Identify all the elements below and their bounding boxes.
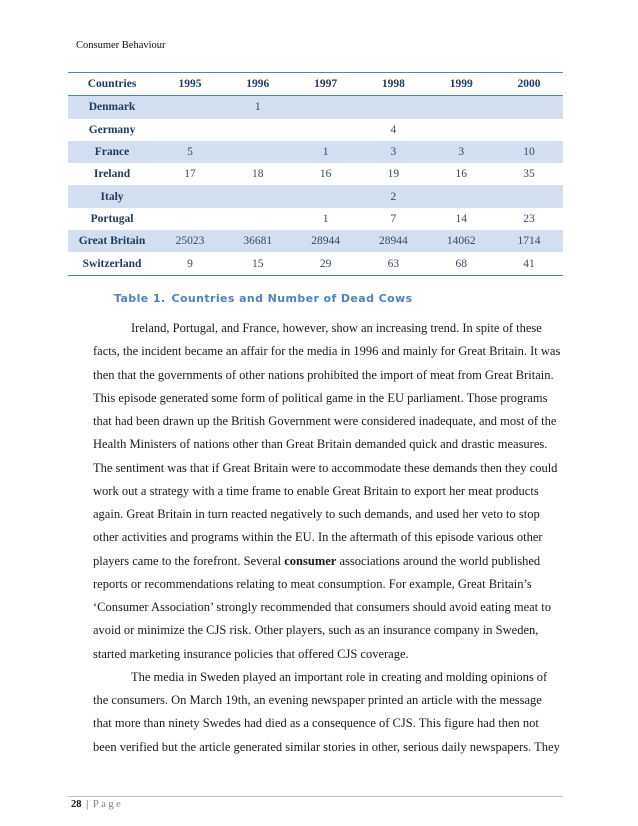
column-header: 1997 xyxy=(314,78,338,91)
table-row xyxy=(68,163,563,185)
value-cell xyxy=(495,185,563,207)
value-cell: 4 xyxy=(390,123,397,136)
text-segment: Health Ministers of nations other than Great Britain demanded quick and drastic measures. xyxy=(93,437,548,452)
text-line xyxy=(93,317,573,340)
text-segment: reports or recommendations relating to meat consumption. For example, Great Britain’s xyxy=(93,576,532,591)
text-segment: that more than ninety Swedes had died as a consequence of CJS. This figure had then not xyxy=(93,716,539,731)
value-cell xyxy=(292,119,360,141)
country-cell: Ireland xyxy=(93,168,131,181)
text-line xyxy=(93,550,573,573)
value-cell: 16 xyxy=(319,168,332,181)
text-segment: Ireland, Portugal, and France, however, show an increasing trend. In spite of these xyxy=(131,321,542,335)
text-segment: ‘Consumer Association’ strongly recommended that consumers should avoid eating meat to xyxy=(93,600,552,614)
country-cell: France xyxy=(94,146,130,159)
table-header-row xyxy=(68,73,563,96)
value-cell: 35 xyxy=(523,168,535,181)
text-line xyxy=(93,387,573,410)
value-cell: 1 xyxy=(322,212,329,225)
value-cell: 25023 xyxy=(175,235,205,248)
text-segment: The sentiment was that if Great Britain were to accommodate these demands then they could xyxy=(93,460,558,475)
value-cell xyxy=(427,185,495,207)
table-row xyxy=(68,230,563,252)
column-header: 1999 xyxy=(449,78,473,91)
value-cell: 63 xyxy=(387,257,400,270)
table-row xyxy=(68,185,563,207)
text-segment: that had been drawn up the British Government were considered inadequate, and most of the xyxy=(93,414,557,428)
value-cell xyxy=(427,119,495,141)
value-cell: 29 xyxy=(319,257,332,270)
text-line xyxy=(93,736,573,759)
value-cell xyxy=(495,96,563,119)
value-cell: 14 xyxy=(455,212,467,225)
value-cell: 14062 xyxy=(446,235,476,248)
table-caption xyxy=(114,292,413,305)
value-cell: 15 xyxy=(252,257,264,270)
footer-divider xyxy=(68,796,563,797)
text-line xyxy=(93,573,573,596)
text-segment: This episode generated some form of political game in the EU parliament. Those programs xyxy=(93,390,548,405)
page-footer xyxy=(71,799,123,810)
value-cell: 5 xyxy=(187,146,193,159)
value-cell xyxy=(224,208,292,230)
text-line xyxy=(93,480,573,503)
caption-text: Countries and Number of Dead Cows xyxy=(171,292,413,305)
bold-keyword: consumer xyxy=(284,553,337,568)
footer-separator: | xyxy=(86,799,89,810)
value-cell xyxy=(224,141,292,163)
text-line xyxy=(93,643,573,666)
text-line xyxy=(93,364,573,387)
page-label: Page xyxy=(92,799,124,810)
value-cell: 7 xyxy=(390,212,397,225)
text-segment: players came to the forefront. Several xyxy=(93,553,285,568)
country-cell: Germany xyxy=(88,123,136,136)
country-cell: Italy xyxy=(100,190,124,203)
page-number: 28 xyxy=(71,799,82,810)
text-segment: work out a strategy with a time frame to enable Great Britain to export her meat products xyxy=(93,483,539,498)
column-header: 2000 xyxy=(517,78,541,91)
value-cell: 16 xyxy=(455,168,467,181)
country-cell: Portugal xyxy=(90,212,134,225)
table-row xyxy=(68,208,563,230)
column-header: Countries xyxy=(87,78,137,91)
text-line xyxy=(93,503,573,526)
text-line xyxy=(93,526,573,549)
value-cell: 1 xyxy=(322,146,329,159)
column-header: 1996 xyxy=(246,78,270,91)
text-line xyxy=(93,433,573,456)
value-cell: 41 xyxy=(523,257,535,270)
body-text xyxy=(93,317,573,759)
value-cell: 19 xyxy=(387,168,400,181)
table-row xyxy=(68,141,563,163)
column-header: 1998 xyxy=(381,78,405,91)
text-line xyxy=(93,689,573,712)
value-cell: 17 xyxy=(184,168,196,181)
dead-cows-table xyxy=(68,72,563,276)
text-segment: The media in Sweden played an important role in creating and molding opinions of xyxy=(131,669,548,684)
value-cell: 28944 xyxy=(311,235,340,248)
text-segment: been verified but the article generated similar stories in other, serious daily newspapers. They xyxy=(93,739,560,754)
country-cell: Switzerland xyxy=(82,257,142,270)
text-segment: again. Great Britain in turn reacted negatively to such demands, and used her veto to stop xyxy=(93,507,540,521)
value-cell: 9 xyxy=(187,257,193,270)
table-row xyxy=(68,119,563,141)
table-row xyxy=(68,96,563,119)
value-cell xyxy=(156,96,224,119)
value-cell: 3 xyxy=(390,146,397,159)
value-cell xyxy=(292,96,360,119)
value-cell: 68 xyxy=(455,257,467,270)
value-cell: 23 xyxy=(523,212,535,225)
value-cell xyxy=(495,119,563,141)
value-cell xyxy=(359,96,427,119)
value-cell: 3 xyxy=(458,146,465,159)
value-cell: 18 xyxy=(252,168,264,181)
column-header: 1995 xyxy=(178,78,202,91)
text-segment: other activities and programs within the EU. In the aftermath of this episode various other xyxy=(93,530,543,545)
text-segment: then that the governments of other nations prohibited the import of meat from Great Britain. xyxy=(93,367,554,382)
text-line xyxy=(93,596,573,619)
value-cell xyxy=(292,185,360,207)
text-segment: associations around the world published xyxy=(336,553,541,568)
value-cell xyxy=(156,208,224,230)
text-segment: started marketing insurance policies that offered CJS coverage. xyxy=(93,646,409,661)
value-cell: 36681 xyxy=(243,235,273,248)
text-segment: the consumers. On March 19th, an evening newspaper printed an article with the message xyxy=(93,693,542,707)
value-cell: 1714 xyxy=(517,235,541,248)
value-cell: 28944 xyxy=(379,235,408,248)
caption-label: Table 1. xyxy=(114,292,166,305)
value-cell xyxy=(156,119,224,141)
country-cell: Denmark xyxy=(88,101,136,114)
text-line xyxy=(93,619,573,642)
value-cell xyxy=(427,96,495,119)
text-line xyxy=(93,712,573,735)
text-segment: facts, the incident became an affair for the media in 1996 and mainly for Great Britain. It was xyxy=(93,344,561,359)
text-line xyxy=(93,410,573,433)
country-cell: Great Britain xyxy=(78,235,146,248)
text-segment: avoid or minimize the CJS risk. Other players, such as an insurance company in Sweden, xyxy=(93,623,539,638)
text-line xyxy=(93,340,573,363)
value-cell xyxy=(156,185,224,207)
table-row xyxy=(68,252,563,275)
value-cell: 2 xyxy=(390,190,397,203)
value-cell xyxy=(224,119,292,141)
value-cell: 10 xyxy=(523,146,535,159)
text-line xyxy=(93,666,573,689)
running-header: Consumer Behaviour xyxy=(76,40,166,51)
value-cell: 1 xyxy=(254,101,261,114)
value-cell xyxy=(224,185,292,207)
text-line xyxy=(93,457,573,480)
